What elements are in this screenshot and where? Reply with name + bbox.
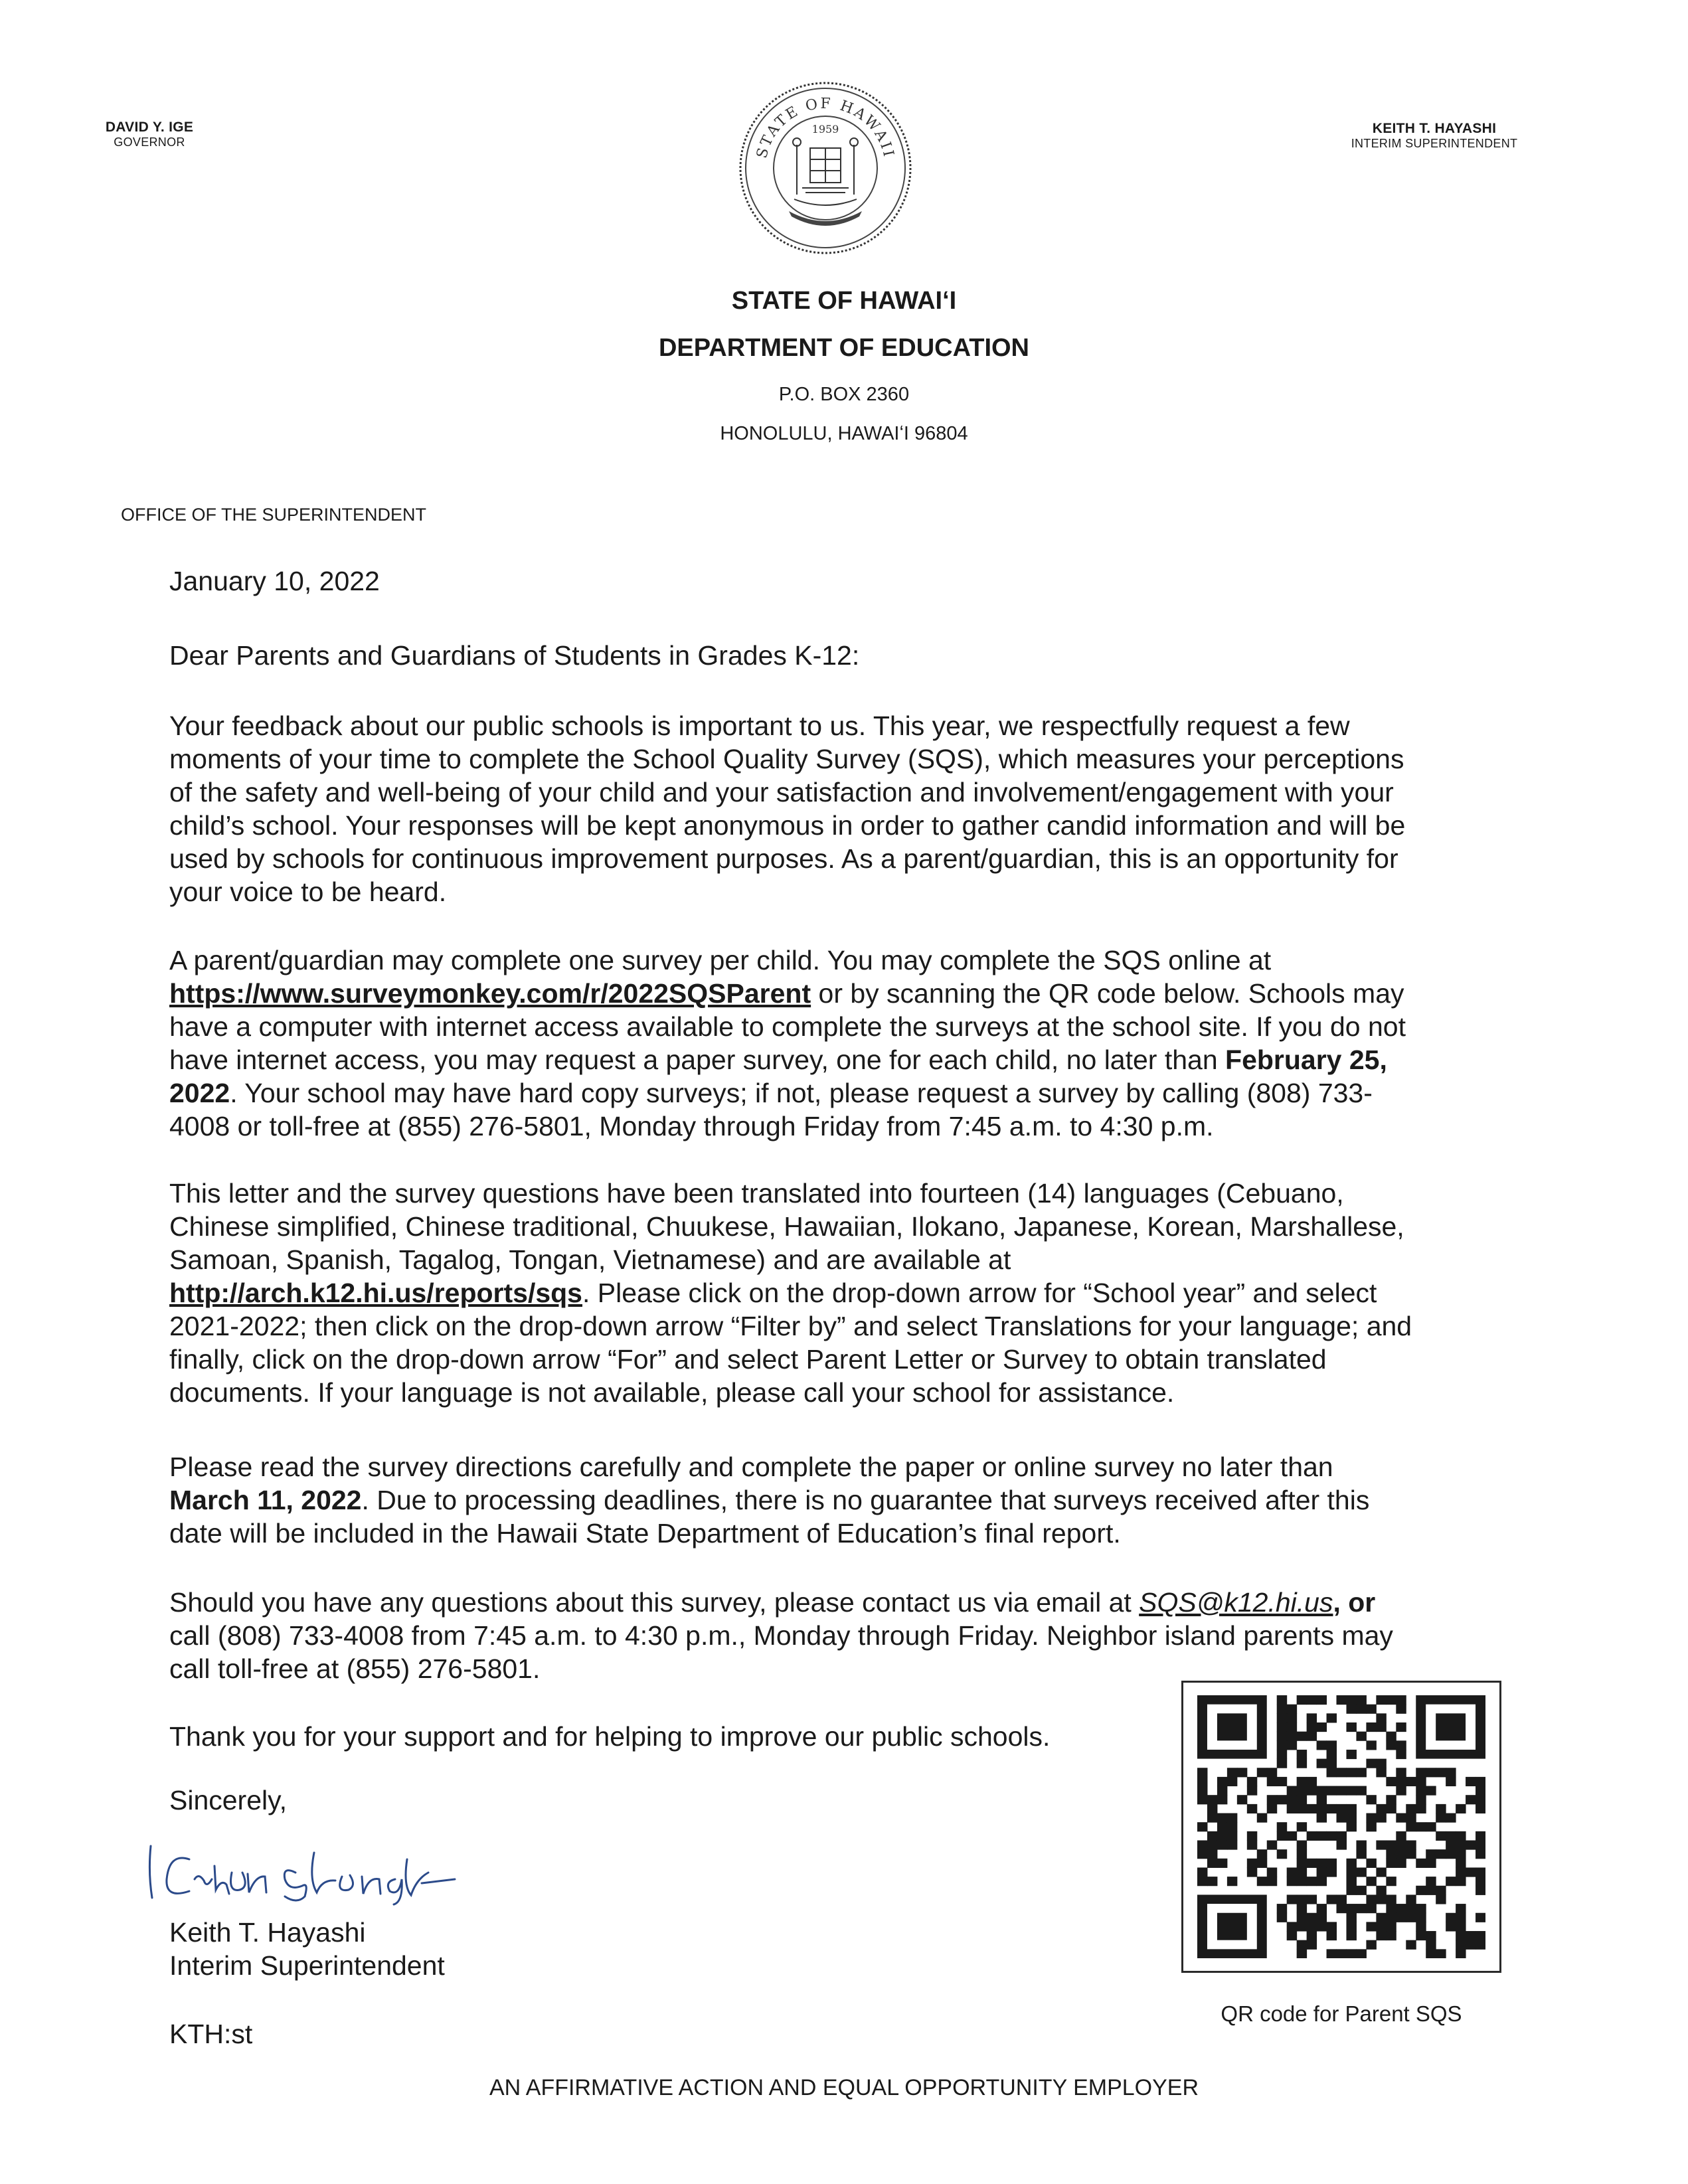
paragraph-line: call toll-free at (855) 276-5801. xyxy=(169,1653,541,1684)
qr-code-icon xyxy=(1197,1695,1485,1958)
paragraph-line: Your feedback about our public schools is important to us. This year, we respectfully request a few xyxy=(169,711,1350,741)
thank-you-line: Thank you for your support and for helping to improve our public schools. xyxy=(169,1721,1051,1752)
footer-statement: AN AFFIRMATIVE ACTION AND EQUAL OPPORTUNITY EMPLOYER xyxy=(489,2075,1199,2100)
deadline-date-part1: February 25, xyxy=(1225,1045,1387,1075)
paragraph-line: This letter and the survey questions have been translated into fourteen (14) languages (Cebuano, xyxy=(169,1178,1344,1209)
paragraph-line: of the safety and well-being of your child and your satisfaction and involvement/engagement with your xyxy=(169,777,1394,807)
signer-name: Keith T. Hayashi xyxy=(169,1917,366,1948)
paragraph-contact xyxy=(169,1586,1504,1685)
qr-code[interactable] xyxy=(1181,1681,1501,1973)
department-name: DEPARTMENT OF EDUCATION xyxy=(658,334,1029,362)
salutation: Dear Parents and Guardians of Students in Grades K-12: xyxy=(169,640,860,671)
paragraph-line: moments of your time to complete the School Quality Survey (SQS), which measures your perceptions xyxy=(169,744,1404,774)
paragraph-feedback xyxy=(169,709,1504,908)
paragraph-line: A parent/guardian may complete one survey per child. You may complete the SQS online at xyxy=(169,945,1272,975)
signer-title: Interim Superintendent xyxy=(169,1950,445,1981)
seal-text: STATE OF HAWAII xyxy=(754,95,897,161)
paragraph-line: your voice to be heard. xyxy=(169,877,447,907)
signature-image xyxy=(143,1833,462,1906)
superintendent-block xyxy=(1321,121,1547,151)
office-label: OFFICE OF THE SUPERINTENDENT xyxy=(121,505,427,525)
governor-title: GOVERNOR xyxy=(114,135,185,149)
paragraph-line xyxy=(169,1276,1504,1309)
typist-initials: KTH:st xyxy=(169,2019,253,2049)
paragraph-line: Chinese simplified, Chinese traditional, Chuukese, Hawaiian, Ilokano, Japanese, Korean, Marshallese, xyxy=(169,1211,1404,1242)
paragraph-translations xyxy=(169,1177,1504,1409)
seal-year: 1959 xyxy=(811,123,839,135)
closing: Sincerely, xyxy=(169,1785,287,1815)
superintendent-title: INTERIM SUPERINTENDENT xyxy=(1351,137,1518,150)
line-text: , or xyxy=(1333,1587,1376,1618)
superintendent-name: KEITH T. HAYASHI xyxy=(1372,121,1497,136)
paragraph-line: child’s school. Your responses will be kept anonymous in order to gather candid information and will be xyxy=(169,810,1406,841)
city-address: HONOLULU, HAWAIʻI 96804 xyxy=(720,423,968,444)
letter-date: January 10, 2022 xyxy=(169,566,380,596)
line-text: Should you have any questions about this survey, please contact us via email at xyxy=(169,1587,1139,1618)
state-seal-icon xyxy=(736,78,915,258)
paragraph-deadline xyxy=(169,1450,1504,1550)
line-text: . Please click on the drop-down arrow for “School year” and select xyxy=(582,1278,1377,1308)
paragraph-line: 2021-2022; then click on the drop-down arrow “Filter by” and select Translations for your language; and xyxy=(169,1311,1412,1341)
paragraph-line xyxy=(169,1076,1504,1110)
paragraph-survey-access xyxy=(169,944,1504,1143)
state-name: STATE OF HAWAIʻI xyxy=(731,287,957,315)
paragraph-line: have a computer with internet access available to complete the surveys at the school site. If you do not xyxy=(169,1011,1406,1042)
paragraph-line: Please read the survey directions carefully and complete the paper or online survey no later than xyxy=(169,1452,1333,1482)
paragraph-line: documents. If your language is not available, please call your school for assistance. xyxy=(169,1377,1175,1408)
paragraph-line xyxy=(169,1483,1504,1517)
translations-link[interactable]: http://arch.k12.hi.us/reports/sqs xyxy=(169,1278,582,1308)
paragraph-line xyxy=(169,1586,1504,1619)
po-box: P.O. BOX 2360 xyxy=(778,384,910,405)
paragraph-line: call (808) 733-4008 from 7:45 a.m. to 4:30 p.m., Monday through Friday. Neighbor island parents may xyxy=(169,1620,1393,1651)
final-deadline-date: March 11, 2022 xyxy=(169,1485,362,1515)
paragraph-line: finally, click on the drop-down arrow “For” and select Parent Letter or Survey to obtain translated xyxy=(169,1344,1327,1375)
line-text: or by scanning the QR code below. Schools may xyxy=(811,978,1404,1009)
line-text: . Your school may have hard copy surveys; if not, please request a survey by calling (808) 733- xyxy=(230,1078,1373,1108)
paragraph-line xyxy=(169,977,1504,1010)
governor-name: DAVID Y. IGE xyxy=(105,120,194,135)
deadline-date-part2: 2022 xyxy=(169,1078,230,1108)
paragraph-line: Samoan, Spanish, Tagalog, Tongan, Vietnamese) and are available at xyxy=(169,1244,1011,1275)
survey-link[interactable]: https://www.surveymonkey.com/r/2022SQSParent xyxy=(169,978,811,1009)
contact-email-link[interactable]: SQS@k12.hi.us xyxy=(1139,1587,1333,1618)
paragraph-line: used by schools for continuous improvement purposes. As a parent/guardian, this is an opportunity for xyxy=(169,843,1398,874)
paragraph-line xyxy=(169,1043,1504,1076)
line-text: have internet access, you may request a paper survey, one for each child, no later than xyxy=(169,1045,1226,1075)
paragraph-line: date will be included in the Hawaii State Department of Education’s final report. xyxy=(169,1518,1121,1549)
qr-caption: QR code for Parent SQS xyxy=(1221,2001,1462,2026)
paragraph-line: 4008 or toll-free at (855) 276-5801, Monday through Friday from 7:45 a.m. to 4:30 p.m. xyxy=(169,1111,1214,1141)
line-text: . Due to processing deadlines, there is no guarantee that surveys received after this xyxy=(361,1485,1370,1515)
governor-block xyxy=(93,120,206,149)
